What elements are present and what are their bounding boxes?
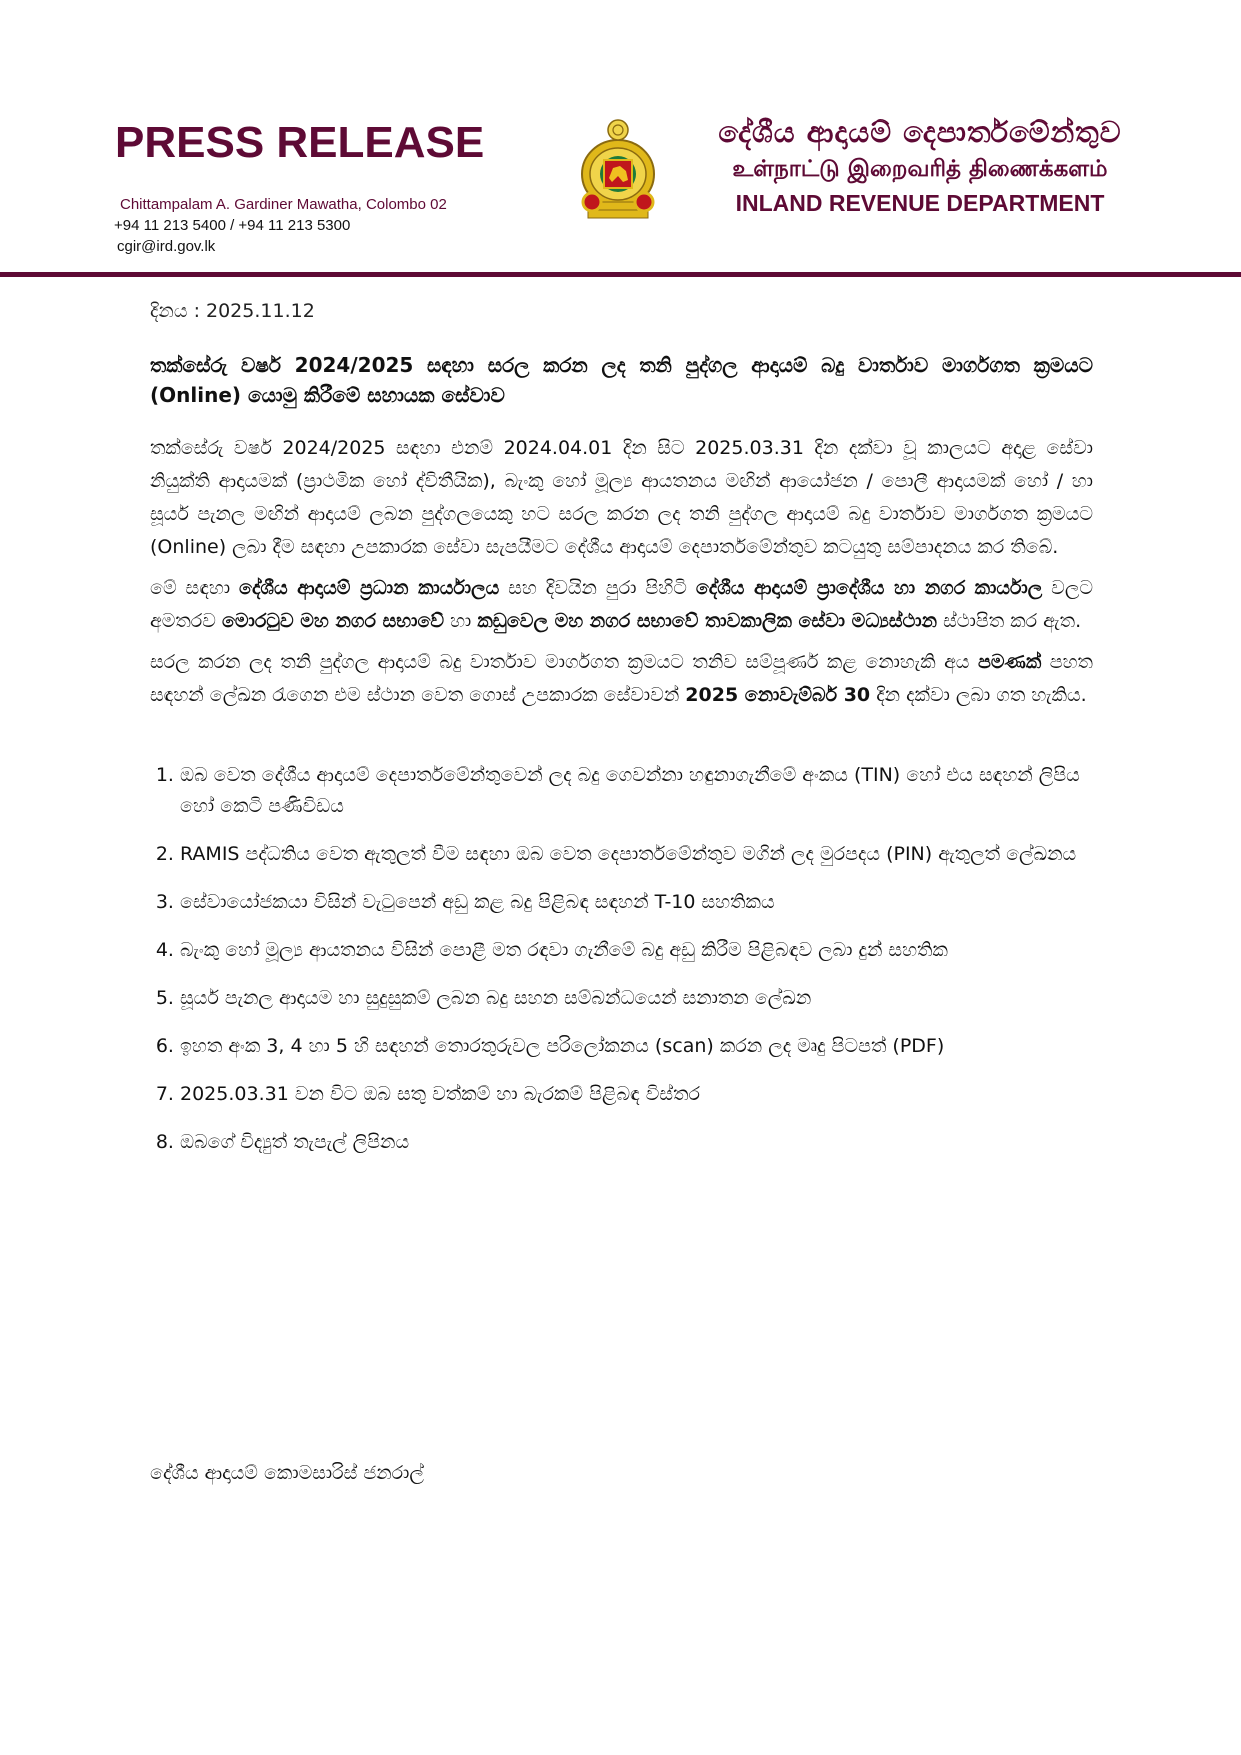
signature: දේශීය ආදායම් කොමසාරිස් ජනරාල් bbox=[150, 1462, 424, 1484]
paragraph-deadline bbox=[150, 646, 1093, 712]
list-item: 5. සූර්ය පැනල ආදායම හා සුදුසුකම් ලබන බදු සහන සම්බන්ධයෙන් සනාතන ලේඛන bbox=[180, 983, 1093, 1014]
list-item: 4. බැංකු හෝ මූල්‍ය ආයතනය විසින් පොළී මත රඳවා ගැනීමේ බදු අඩු කිරීම පිළිබඳව ලබා දුන් සහතික bbox=[180, 935, 1093, 966]
kaduwela-council-centre: කඩුවෙල මහ නගර සභාවේ තාවකාලික සේවා මධ්‍යස්ථාන bbox=[477, 610, 938, 632]
text: ස්ථාපිත කර ඇත. bbox=[937, 610, 1082, 632]
list-item: 6. ඉහත අංක 3, 4 හා 5 හි සඳහන් තොරතුරුවල පරිලෝකනය (scan) කරන ලද මෘදු පිටපත් (PDF) bbox=[180, 1031, 1093, 1062]
regional-offices: දේශීය ආදායම් ප්‍රාදේශීය හා නගර කාර්යාල bbox=[695, 577, 1043, 599]
list-item: 7. 2025.03.31 වන විට ඔබ සතු වත්කම් හා බැරකම් පිළිබඳ විස්තර bbox=[180, 1079, 1093, 1110]
deadline-date: 2025 නොවැම්බර් 30 bbox=[685, 684, 871, 706]
text: සරල කරන ලද තනි පුද්ගල ආදායම් බදු වාර්තාව මාර්ගගත ක්‍රමයට තනිව සම්පූර්ණ කළ නොහැකි අය bbox=[150, 651, 978, 673]
headline: තක්සේරු වර්ෂ 2024/2025 සඳහා සරල කරන ලද තනි පුද්ගල ආදායම් බදු වාර්තාව මාර්ගගත ක්‍රමයට (Online) යොමු කිරීමේ සහායක සේවාව bbox=[150, 353, 1093, 407]
text: මේ සඳහා bbox=[150, 577, 240, 599]
text: හා bbox=[444, 610, 478, 632]
release-date: දිනය : 2025.11.12 bbox=[150, 300, 315, 322]
header-divider bbox=[0, 272, 1241, 277]
text: සහ දිවයින පුරා පිහිටි bbox=[499, 577, 696, 599]
text: පහත සඳහන් ලේඛන රැගෙන එම ස්ථාන වෙත ගොස් උපකාරක සේවාවන් bbox=[150, 651, 1093, 706]
document-body bbox=[150, 300, 1093, 1175]
moratuwa-council: මොරටුව මහ නගර සභාවේ bbox=[221, 610, 445, 632]
head-office: දේශීය ආදායම් ප්‍රධාන කාර්යාලය bbox=[239, 577, 500, 599]
national-emblem-icon bbox=[578, 116, 658, 220]
contact-block bbox=[114, 194, 447, 257]
phone-numbers: +94 11 213 5400 / +94 11 213 5300 bbox=[114, 217, 351, 234]
list-item: 8. ඔබගේ විද්‍යුත් තැපැල් ලිපිනය bbox=[180, 1127, 1093, 1158]
text: දින දක්වා ලබා ගත හැකිය. bbox=[870, 684, 1087, 706]
text: වලට අමතරව bbox=[150, 577, 1094, 632]
department-name-sinhala: දේශීය ආදායම් දෙපාර්තමේන්තුව bbox=[718, 115, 1122, 149]
department-name-block bbox=[670, 112, 1170, 220]
list-item: 2. RAMIS පද්ධතිය වෙත ඇතුලත් වීම සඳහා ඔබ වෙත දෙපාර්තමේන්තුව මගින් ලද මුරපදය (PIN) ඇතුලත් ලේඛනය bbox=[180, 839, 1093, 870]
email: cgir@ird.gov.lk bbox=[117, 238, 216, 255]
department-name-english: INLAND REVENUE DEPARTMENT bbox=[735, 190, 1105, 216]
list-item: 3. සේවායෝජකයා විසින් වැටුපෙන් අඩු කළ බදු පිළිබඳ සඳහන් T-10 සහතිකය bbox=[180, 887, 1093, 918]
department-name-tamil: உள்நாட்டு இறைவரித் திணைக்களம் bbox=[732, 156, 1108, 182]
paragraph-locations bbox=[150, 572, 1093, 638]
address: Chittampalam A. Gardiner Mawatha, Colombo 02 bbox=[120, 196, 447, 213]
press-release-title: PRESS RELEASE bbox=[115, 118, 485, 167]
list-item: 1. ඔබ වෙත දේශීය ආදායම් දෙපාර්තමේන්තුවෙන් ලද බදු ගෙවන්නා හඳුනාගැනීමේ අංකය (TIN) හෝ එය සඳහන් ලිපිය හෝ කෙටි පණිවිඩය bbox=[180, 760, 1093, 822]
paragraph-intro: තක්සේරු වර්ෂ 2024/2025 සඳහා එනම් 2024.04.01 දින සිට 2025.03.31 දින දක්වා වූ කාලයට අදාළ සේවා නියුක්ති ආදායමක් (ප්‍රාථමික හෝ ද්විතීයික), බැංකු හෝ මූල්‍ය ආයතනය මඟින් ආයෝජන / පොලී ආදායමක් හෝ / හා සූර්ය පැනල මඟින් ආදායම් ලබන පුද්ගලයෙකු හට සරල කරන ලද තනි පුද්ගල ආදායම් බදු වාර්තාව මාර්ගගත ක්‍රමයට (Online) ලබා දීම සඳහා උපකාරක සේවා සැපයීමට දේශීය ආදායම් දෙපාර්තමේන්තුව කටයුතු සම්පාදනය කර තිබේ. bbox=[150, 437, 1093, 558]
required-documents-list bbox=[150, 760, 1093, 1158]
only-emphasis: පමණක් bbox=[977, 651, 1042, 673]
